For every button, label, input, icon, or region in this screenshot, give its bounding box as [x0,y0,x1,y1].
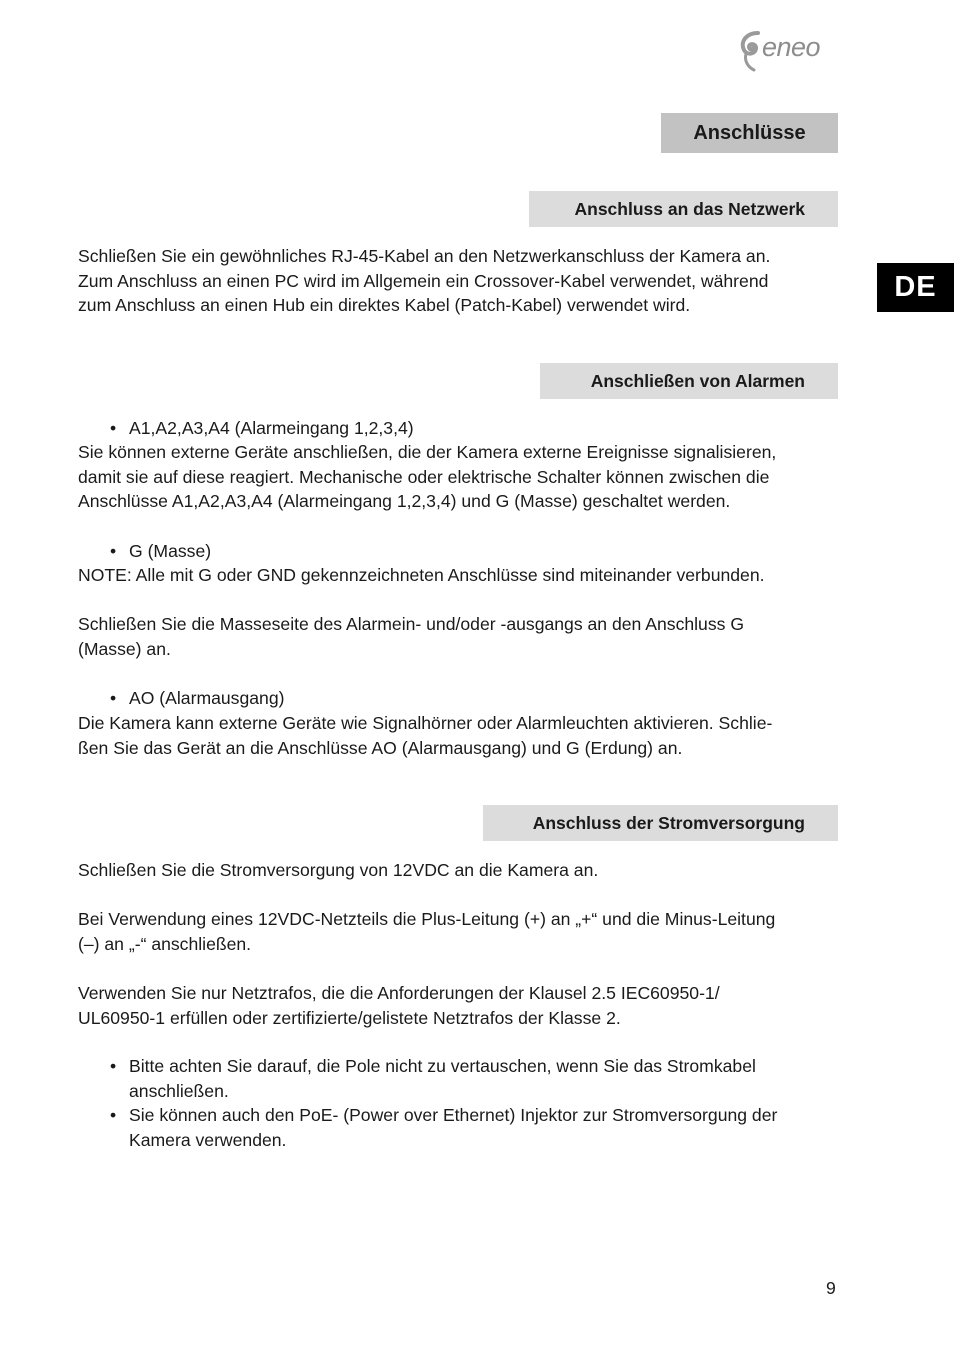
bullet-dot: • [110,418,117,438]
power-paragraph-1 [78,858,840,883]
note-paragraph [78,563,840,588]
section-heading-power: Anschluss der Stromversorgung [483,805,838,841]
bullet-dot: • [110,688,117,708]
bullet-alarm-inputs [110,416,840,441]
section-heading-network: Anschluss an das Netzwerk [529,191,838,227]
text-line: Schließen Sie die Masseseite des Alarmein- und/oder -ausgangs an den Anschluss G [78,614,745,634]
bullet-power-polarity [110,1054,840,1103]
bullet-dot: • [110,541,117,561]
power-paragraph-3 [78,981,840,1030]
text-line: Zum Anschluss an einen PC wird im Allgemein ein Crossover-Kabel verwendet, während [78,270,769,291]
bullet-text: AO (Alarmausgang) [129,688,285,708]
text-line: Schließen Sie die Stromversorgung von 12VDC an die Kamera an. [78,860,599,880]
bullet-dot: • [110,1105,117,1125]
text-line: Bei Verwendung eines 12VDC-Netzteils die Plus-Leitung (+) an „+“ und die Minus-Leitung [78,909,776,929]
text-line: Sie können externe Geräte anschließen, die der Kamera externe Ereignisse signalisieren, [78,442,777,462]
power-paragraph-2 [78,907,840,956]
page-title: Anschlüsse [661,113,838,153]
bullet-alarm-output [110,686,840,711]
alarm-output-paragraph [78,711,840,760]
bullet-text: Sie können auch den PoE- (Power over Ethernet) Injektor zur Stromversorgung der [129,1105,778,1125]
section-heading-alarms: Anschließen von Alarmen [540,363,838,399]
bullet-text: anschließen. [129,1080,229,1101]
bullet-ground [110,539,840,564]
bullet-power-poe [110,1103,840,1152]
brand-name: eneo [762,32,821,62]
page-number: 9 [826,1278,836,1298]
network-paragraph [78,244,840,318]
bullet-text: G (Masse) [129,541,212,561]
text-line: Verwenden Sie nur Netztrafos, die die Anforderungen der Klausel 2.5 IEC60950-1/ [78,983,720,1003]
language-tab: DE [877,263,954,312]
text-line: zum Anschluss an einen Hub ein direktes Kabel (Patch-Kabel) verwendet wird. [78,295,691,316]
bullet-text: Kamera verwenden. [129,1129,287,1150]
text-line: (Masse) an. [78,638,171,659]
note-text: NOTE: Alle mit G oder GND gekennzeichneten Anschlüsse sind miteinander verbunden. [78,565,765,585]
ground-paragraph [78,612,840,661]
text-line: (–) an „-“ anschließen. [78,933,252,954]
text-line: damit sie auf diese reagiert. Mechanische oder elektrische Schalter können zwischen die [78,466,770,487]
bullet-text: A1,A2,A3,A4 (Alarmeingang 1,2,3,4) [129,418,414,438]
bullet-text: Bitte achten Sie darauf, die Pole nicht zu vertauschen, wenn Sie das Stromkabel [129,1056,756,1076]
text-line: ßen Sie das Gerät an die Anschlüsse AO (Alarmausgang) und G (Erdung) an. [78,737,683,758]
text-line: Anschlüsse A1,A2,A3,A4 (Alarmeingang 1,2,3,4) und G (Masse) geschaltet werden. [78,491,731,512]
bullet-dot: • [110,1056,117,1076]
text-line: Die Kamera kann externe Geräte wie Signalhörner oder Alarmleuchten aktivieren. Schlie- [78,713,773,733]
text-line: Schließen Sie ein gewöhnliches RJ-45-Kabel an den Netzwerkanschluss der Kamera an. [78,246,771,266]
alarm-inputs-paragraph [78,440,840,514]
text-line: UL60950-1 erfüllen oder zertifizierte/gelistete Netztrafos der Klasse 2. [78,1007,621,1028]
brand-logo [740,30,840,72]
